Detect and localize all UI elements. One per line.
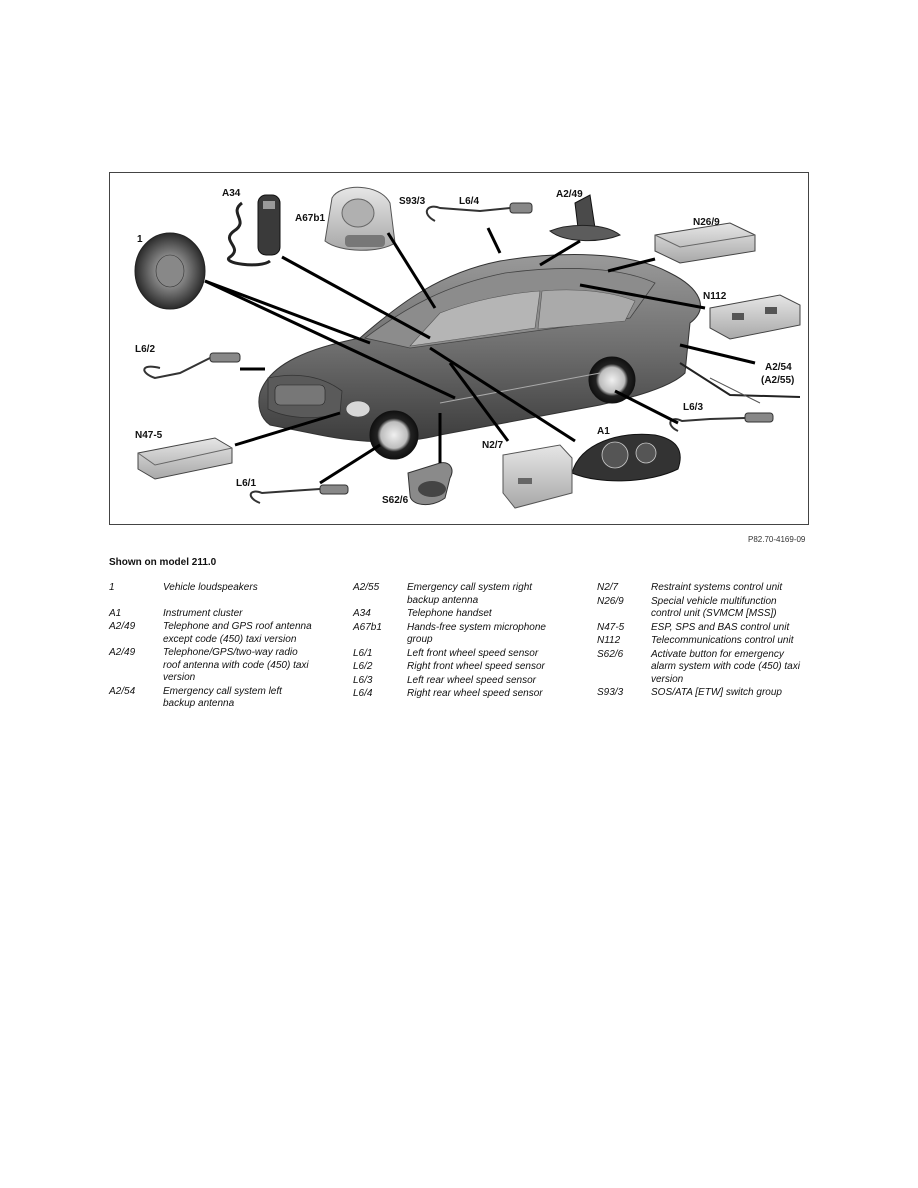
esp-control-unit-icon: [138, 438, 232, 479]
legend-description: Hands-free system microphone group: [407, 621, 546, 645]
legend-item: [597, 687, 812, 700]
legend-code: L6/4: [353, 688, 373, 699]
legend-column-2: [353, 582, 573, 702]
legend-code: L6/3: [353, 674, 373, 686]
callout-n2-7: N2/7: [482, 440, 504, 451]
microphone-group-icon: [325, 187, 395, 250]
callout-l6-4: L6/4: [459, 196, 480, 207]
legend-description: Telephone handset: [407, 608, 492, 619]
legend-item: [597, 635, 812, 648]
legend-description: Vehicle loudspeakers: [163, 582, 258, 593]
legend-item: [109, 686, 329, 711]
legend-item: [353, 688, 573, 701]
telephone-handset-icon: [228, 195, 280, 265]
legend-item: [353, 648, 573, 661]
wheel-sensor-icon-l6-4: [427, 203, 532, 221]
legend-item: [109, 608, 329, 621]
legend-description: Telephone/GPS/two-way radio roof antenna with code (450) taxi version: [163, 647, 309, 683]
legend-code: N47-5: [597, 621, 625, 633]
legend-code: A2/54: [109, 685, 136, 697]
callout-l6-2: L6/2: [135, 344, 156, 355]
legend-item: [353, 622, 573, 647]
legend-code: A2/55: [353, 582, 380, 593]
legend-code: A2/49: [109, 621, 136, 632]
legend-description: Emergency call system left backup antenna: [163, 685, 282, 709]
legend-description: Right front wheel speed sensor: [407, 661, 545, 672]
legend-description: Left front wheel speed sensor: [407, 647, 539, 659]
legend-item: [597, 596, 812, 621]
wheel-sensor-icon-l6-3: [670, 413, 773, 431]
callout-a2-54: A2/54: [765, 362, 792, 373]
legend-item: [353, 661, 573, 674]
legend-code: A2/49: [109, 647, 136, 658]
roof-antenna-icon: [550, 195, 620, 241]
callout-a2-49: A2/49: [556, 189, 583, 200]
legend-code: L6/1: [353, 647, 373, 659]
wheel-sensor-icon-l6-2: [144, 353, 240, 378]
callout-l6-3: L6/3: [683, 402, 704, 413]
legend-description: Special vehicle multifunction control unit (SVMCM [MSS]): [651, 595, 777, 619]
legend-item: [109, 647, 329, 685]
legend-description: Telecommunications control unit: [651, 635, 794, 646]
figure-reference-number: P82.70-4169-09: [748, 535, 806, 544]
legend-code: S93/3: [597, 687, 624, 698]
legend-code: A1: [109, 607, 122, 619]
callout-n112: N112: [703, 291, 727, 302]
callout-n47-5: N47-5: [135, 430, 163, 441]
figure-caption: Shown on model 211.0: [109, 557, 217, 568]
legend-description: Right rear wheel speed sensor: [407, 688, 543, 699]
restraint-control-unit-icon: [503, 445, 572, 508]
callout-s93-3: S93/3: [399, 196, 426, 207]
legend-item: [353, 582, 573, 607]
callout-n26-9: N26/9: [693, 217, 720, 228]
legend-item: [597, 622, 812, 635]
callout-l6-1: L6/1: [236, 478, 257, 489]
callout-a2-55: (A2/55): [761, 375, 795, 386]
callout-1: 1: [137, 234, 143, 245]
legend-item: [109, 582, 329, 595]
legend-description: SOS/ATA [ETW] switch group: [651, 687, 782, 698]
legend-item: [353, 675, 573, 688]
legend-code: L6/2: [353, 661, 373, 672]
car-body: [259, 255, 704, 459]
loudspeaker-icon: [135, 233, 205, 309]
legend-code: A67b1: [353, 621, 382, 633]
callout-a67b1: A67b1: [295, 213, 326, 224]
legend-code: S62/6: [597, 648, 624, 660]
legend-column-3: [597, 582, 812, 701]
legend-description: Instrument cluster: [163, 607, 243, 619]
legend-item: [597, 582, 812, 595]
callout-s62-6: S62/6: [382, 495, 409, 506]
legend-code: N112: [597, 635, 621, 646]
activate-button-icon: [408, 463, 452, 505]
legend-item: [597, 649, 812, 687]
legend-description: ESP, SPS and BAS control unit: [651, 621, 790, 633]
legend-code: N2/7: [597, 582, 619, 593]
legend-item: [109, 621, 329, 646]
legend-description: Activate button for emergency alarm system with code (450) taxi version: [651, 648, 800, 685]
instrument-cluster-icon: [572, 434, 680, 481]
legend-description: Telephone and GPS roof antenna except code (450) taxi version: [163, 621, 312, 645]
legend-description: Emergency call system right backup antenna: [407, 582, 533, 606]
wheel-sensor-icon-l6-1: [251, 485, 348, 503]
legend-code: N26/9: [597, 595, 624, 607]
legend-item: [353, 608, 573, 621]
legend-description: Restraint systems control unit: [651, 582, 783, 593]
legend-code: 1: [109, 582, 115, 593]
special-vehicle-control-unit-icon: [655, 223, 755, 263]
component-location-figure: [109, 172, 809, 525]
callout-a34: A34: [222, 188, 241, 199]
legend-code: A34: [353, 608, 371, 619]
callout-a1: A1: [597, 426, 610, 437]
legend-description: Left rear wheel speed sensor: [407, 674, 536, 686]
legend-column-1: [109, 582, 329, 712]
